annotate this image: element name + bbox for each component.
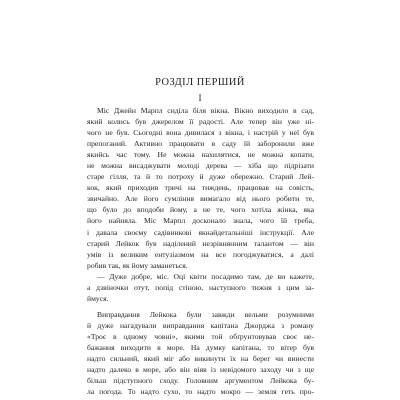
paragraph-1	[87, 105, 314, 271]
text-line: його найняла. Міс Марпл досконало знала, чого їй треба,	[87, 216, 314, 226]
chapter-title: РОЗДІЛ ПЕРШИЙ	[155, 77, 245, 88]
text-line: Виправдання Лейкока були завжди вельми розумними	[97, 309, 314, 319]
text-line: бажання виходити в море. На думку капітана, то вітер був	[87, 342, 314, 352]
text-line: старий Лейкок був наділений незрівнянним талантом — він	[87, 238, 314, 248]
text-line: умів із великим ентузіазмом на все погоджуватися, а далі	[87, 249, 314, 259]
text-line: й дуже нагадували виправдання капітана Джорджа з роману	[87, 320, 314, 330]
text-line: більш підступного сходу. Головним аргументом Лейкока бу-	[87, 376, 314, 386]
text-line: препоганий. Активно працювати в саду їй заборонили вже	[87, 139, 314, 149]
body-text	[87, 105, 314, 397]
text-line: «Троє в одному човні», якими той обґрунтовував своє не-	[87, 331, 314, 341]
text-line: ймуся.	[87, 293, 109, 303]
text-line: звичайно. Але його сумління вимагало від нього робити те,	[87, 194, 314, 204]
text-line: а дзвіночки отут, попід стіною, наступного тижня з цим за-	[87, 282, 314, 292]
paragraph-3	[87, 309, 314, 397]
text-line: і давала своєму садівникові якнайдетальніші інструкції. Але	[87, 227, 314, 237]
text-line: Міс Джейн Марпл сиділа біля вікна. Вікно виходило в сад,	[97, 106, 314, 115]
text-line: що було до вподоби йому, а не те, чого хотіла жінка, яка	[87, 205, 314, 215]
text-line: який колись був джерелом її радості. Але тепер він уже ні-	[87, 117, 314, 127]
text-line: чого не був. Сьогодні вона дивилася з вікна, і настрій у неї був	[87, 128, 314, 138]
text-line: ла погода. То надто сухо, то надто мокро — земля геть про-	[87, 387, 314, 397]
text-line: — Дуже добре, міс. Оці квіти посадимо там, де ви кажете,	[97, 271, 314, 281]
text-line: не можна висаджувати молоді дерева — хіба що підрізати	[87, 161, 314, 171]
section-number: I	[198, 93, 202, 103]
text-line: робив так, як йому заманеться.	[87, 260, 188, 270]
paragraph-2	[87, 271, 314, 304]
text-line: надто сильний, який міг або викинути їх на берег чи винести	[87, 354, 314, 364]
text-line: старе гілля, та й то потроху й дуже обережно. Старий Лей-	[87, 172, 314, 182]
text-line: якийсь час тому. Не можна нахилятися, не можна копати,	[87, 150, 314, 160]
text-line: надто далеко в море, або він віяв із невідомого заходу чи з ще	[87, 365, 314, 375]
text-line: кок, який приходив тричі на тиждень, працював на совість,	[87, 183, 314, 193]
